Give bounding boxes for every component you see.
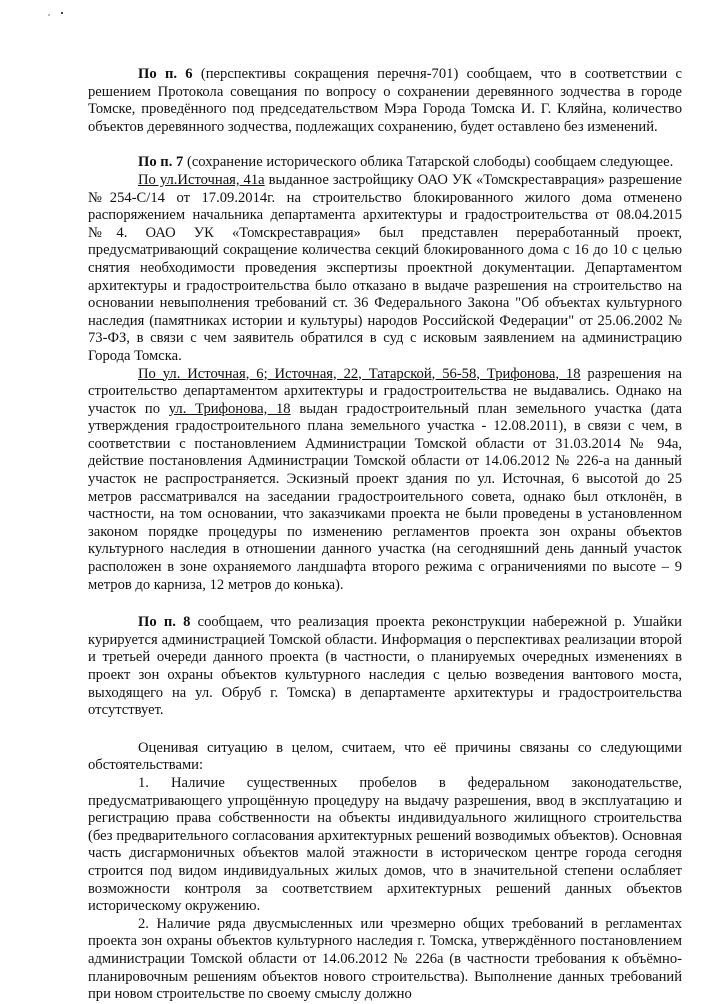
paragraph-istochnaya-41a bbox=[88, 172, 682, 366]
other-addresses-text-b: выдан градостроительный план земельного участка (дата утверждения градостроительного плана земельного участка - 12.08.2011), в связи с чем, в соответствии с постановлением Администрации Томской области от 31.03.2014 № 94а, действие постановления Администрации Томской области от 14.06.2012 № 226-а на данный участок не распространяется. Эскизный проект здания по ул. Источная, 6 высотой до 25 метров рассматривался на заседании градостроительного совета, однако был отклонён, в частности, на том основании, что заказчиками проекта не были проведены в установленном законом порядке процедуры по изменению регламентов проекта зон охраны объектов культурного наследия в отношении данного участка (на сегодняшний день данный участок расположен в зоне охраняемого ландшафта второго режима с ограничениями по высоте – 9 метров до карниза, 12 метров до конька). bbox=[88, 400, 682, 593]
item-7-label: По п. 7 bbox=[138, 154, 184, 171]
list-item-2 bbox=[88, 916, 682, 1004]
list-item-1-text: Наличие существенных пробелов в федеральном законодательстве, предусматривающего упрощённую процедуру на выдачу разрешения, ввод в эксплуатацию и регистрацию права собственности на объекты индивидуального жилищного строительства (без предварительного согласования архитектурных решений возводимых объектов). Основная часть дисгармоничных объектов малой этажности в историческом центре города сегодня строится под видом индивидуальных жилых домов, что в значительной степени ослабляет возможности контроля за соответствием архитектурных решений данных объектов историческому окружению. bbox=[88, 774, 682, 915]
list-item-1 bbox=[88, 775, 682, 916]
item-6-label: По п. 6 bbox=[138, 66, 193, 82]
paragraph-item-8 bbox=[88, 614, 682, 720]
paragraph-item-6 bbox=[88, 66, 682, 136]
item-7-text: (сохранение исторического облика Татарской слободы) сообщаем следующее. bbox=[183, 154, 674, 171]
item-8-text: сообщаем, что реализация проекта реконструкции набережной р. Ушайки курируется администрацией Томской области. Информация о перспективах реализации второй и третьей очереди данного проекта (в частности, о планируемых очередных изменениях в проект зон охраны объектов культурного наследия с целью возведения вантового моста, выходящего на ул. Обруб г. Томска) в департаменте архитектуры и градостроительства отсутствует. bbox=[88, 614, 682, 719]
paragraph-summary-intro bbox=[88, 740, 682, 775]
istochnaya-41a-text: выданное застройщику ОАО УК «Томскреставрация» разрешение №254-С/14 от 17.09.2014г. на строительство блокированного жилого дома отменено распоряжением начальника департамента архитектуры и градостроительства от 08.04.2015 №4. ОАО УК «Томскреставрация» был представлен переработанный проект, предусматривающий сокращение количества секций блокированного дома с 16 до 10 с целью снятия необходимости проведения экспертизы проектной документации. Департаментом архитектуры и градостроительства было отказано в выдаче разрешения на строительство на основании невыполнения требований ст. 36 Федерального Закона "Об объектах культурного наследия (памятниках истории и культуры) народов Российской Федерации" от 25.06.2002 № 73-ФЗ, в связи с чем заявитель обратился в суд с исковым заявлением на администрацию Города Томска. bbox=[88, 171, 682, 364]
paragraph-other-addresses bbox=[88, 366, 682, 595]
scan-artifact bbox=[48, 14, 50, 16]
list-item-2-text: Наличие ряда двусмысленных или чрезмерно общих требований в регламентах проекта зон охраны объектов культурного наследия г. Томска, утверждённого постановлением администрации Томской области от 14.06.2012 № 226а (в частности требования к объёмно-планировочным решениям объектов нового строительства). Выполнение данных требований при новом строительстве по своему смыслу должно bbox=[88, 915, 682, 1003]
list-item-1-number: 1. bbox=[138, 774, 149, 791]
list-item-2-number: 2. bbox=[138, 915, 149, 932]
document-page bbox=[88, 66, 682, 1004]
item-6-text: (перспективы сокращения перечня-701) сообщаем, что в соответствии с решением Протокола совещания по вопросу о сохранении деревянного зодчества в городе Томске, проведённого под председательством Мэра Города Томска И. Г. Кляйна, количество объектов деревянного зодчества, подлежащих сохранению, будет оставлено без изменений. bbox=[88, 66, 682, 135]
scan-artifact bbox=[61, 12, 63, 14]
summary-intro-text: Оценивая ситуацию в целом, считаем, что её причины связаны со следующими обстоятельствами: bbox=[88, 739, 682, 774]
other-addresses-text-a: разрешения на строительство департаментом архитектуры и градостроительства не выдавались. Однако на участок по bbox=[88, 365, 682, 417]
paragraph-item-7 bbox=[88, 154, 682, 172]
item-8-label: По п. 8 bbox=[138, 614, 191, 631]
address-list: По ул. Источная, 6; Источная, 22, Татарской, 56-58, Трифонова, 18 bbox=[138, 365, 581, 382]
address-istochnaya-41a: По ул.Источная, 41а bbox=[138, 171, 265, 188]
address-trifonova-18: ул. Трифонова, 18 bbox=[168, 400, 291, 417]
